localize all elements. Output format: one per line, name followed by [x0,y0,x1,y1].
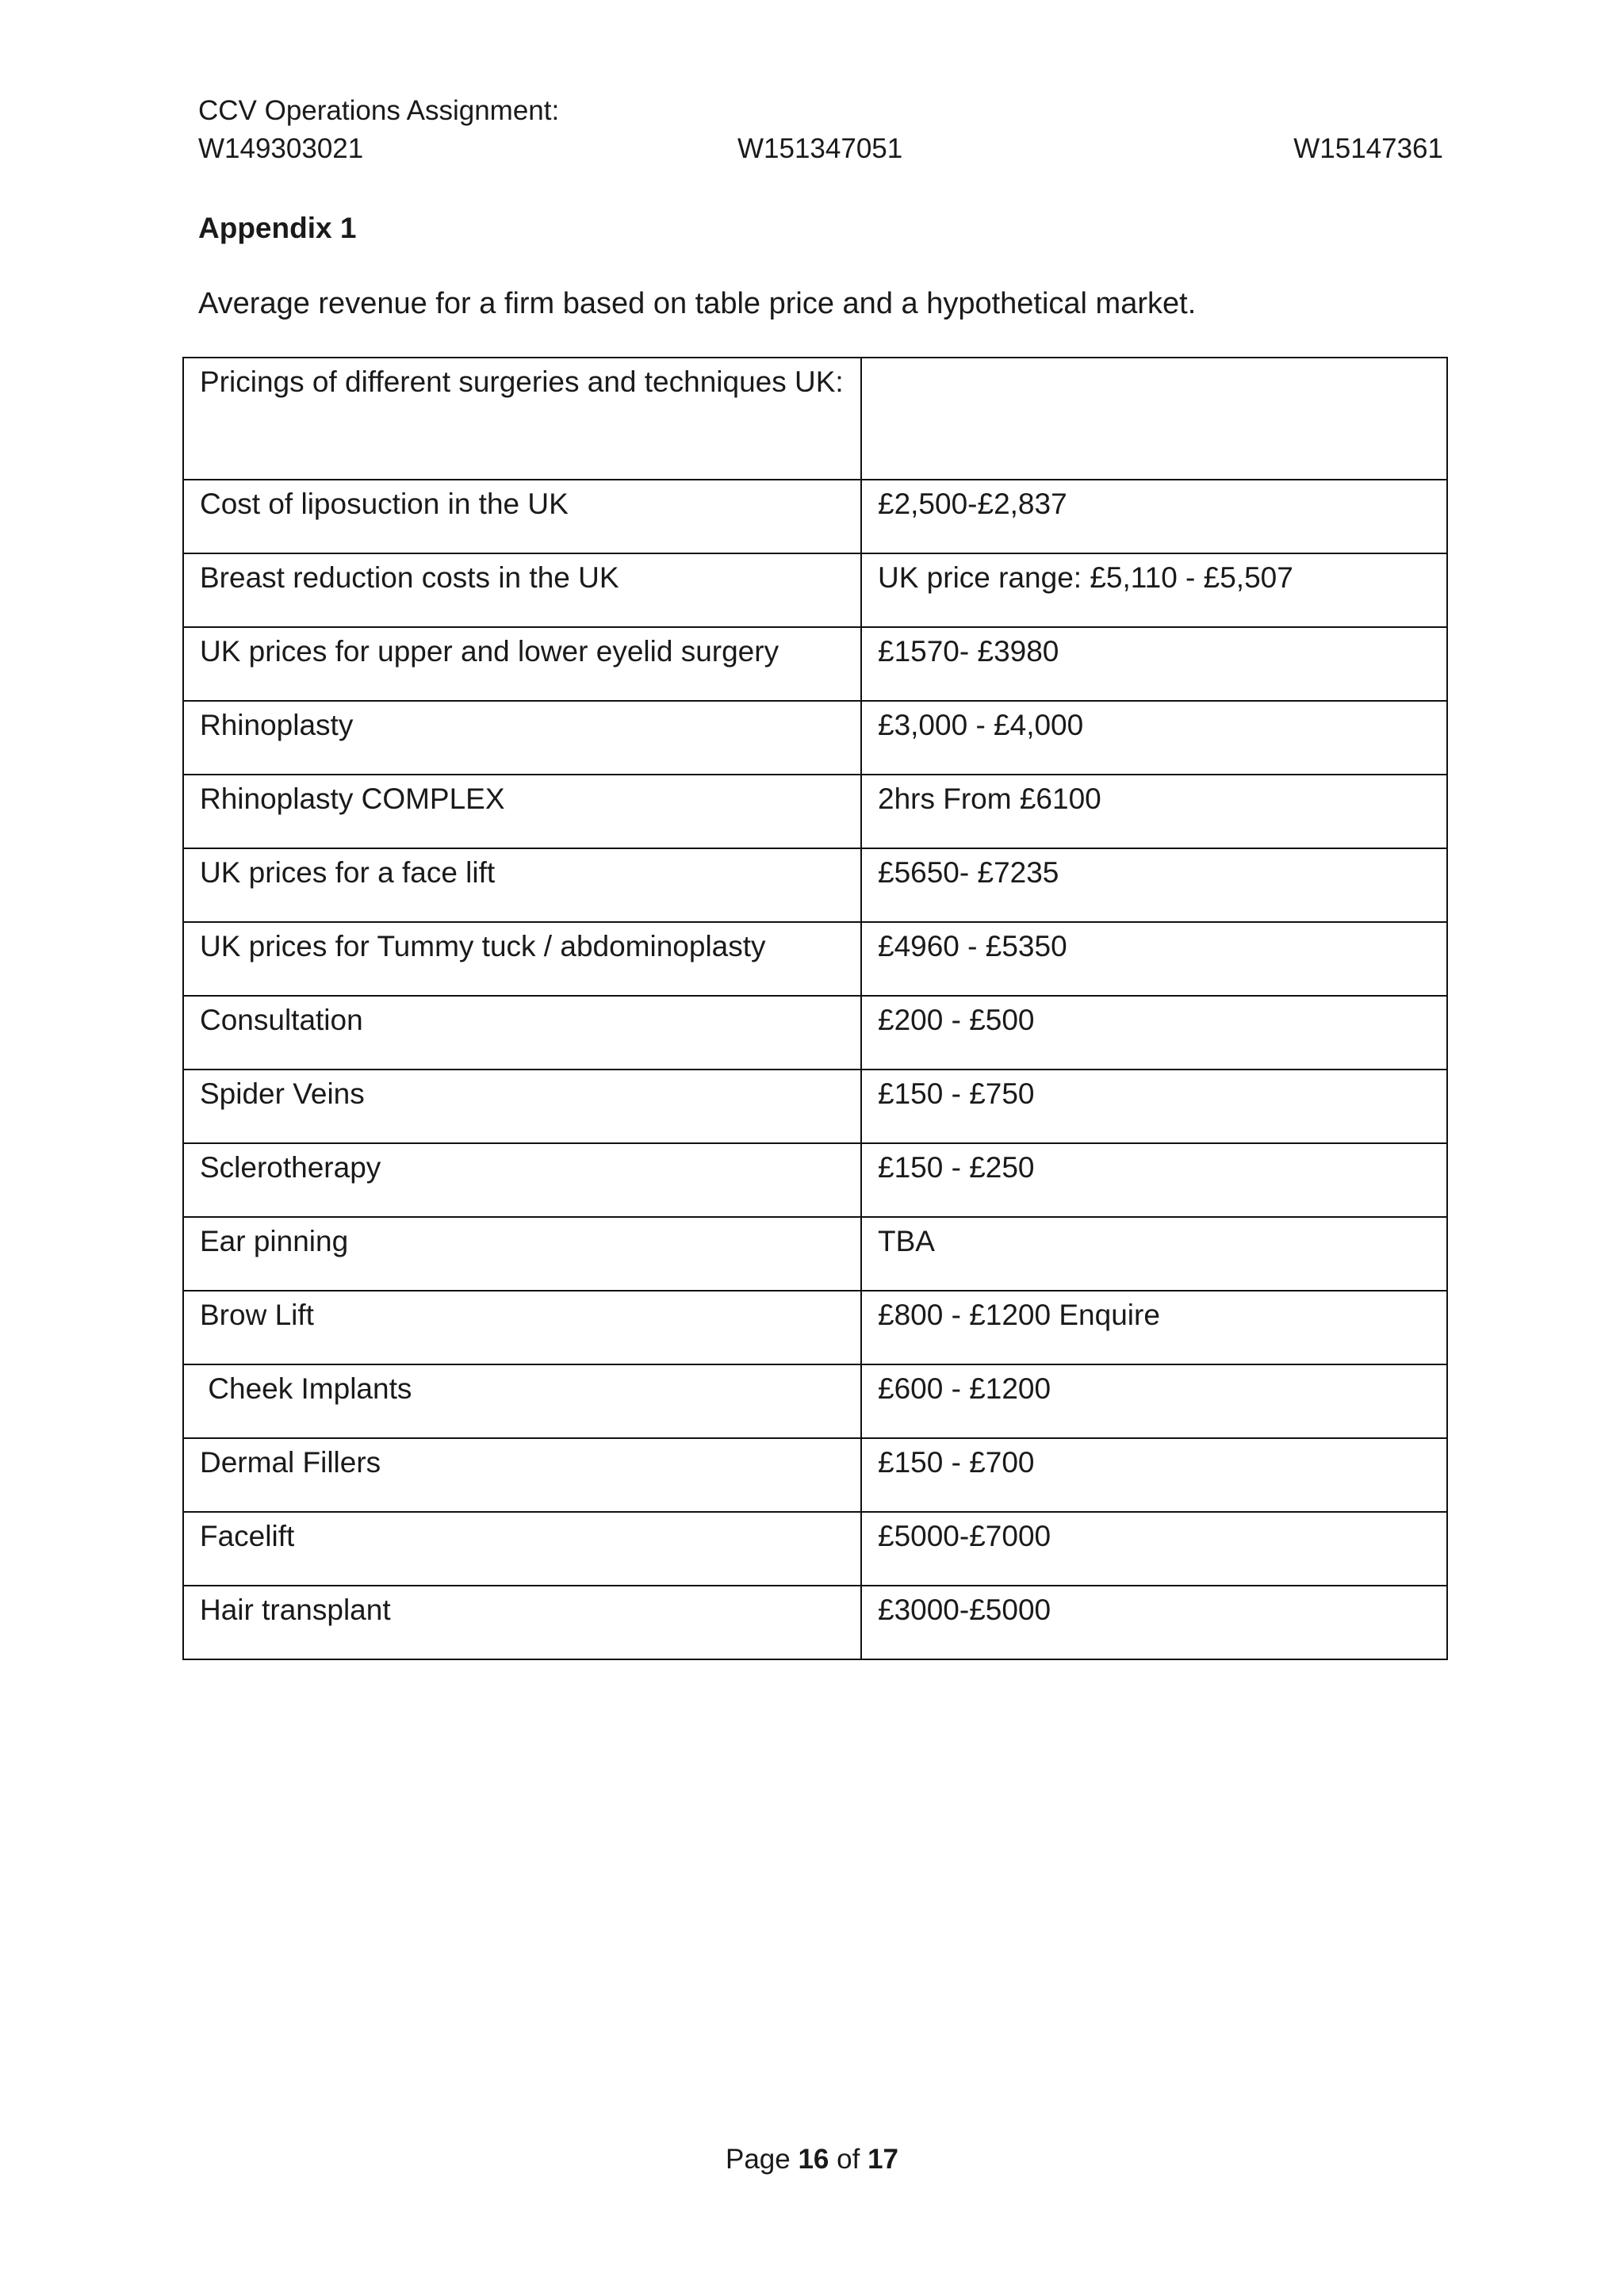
table-row [183,1364,1447,1438]
procedure-name: Rhinoplasty [183,701,861,775]
procedure-price: £2,500-£2,837 [861,480,1447,553]
procedure-price: £4960 - £5350 [861,922,1447,996]
procedure-price: £3000-£5000 [861,1586,1447,1659]
procedure-price: £5000-£7000 [861,1512,1447,1586]
appendix-heading: Appendix 1 [198,212,357,244]
table-row [183,848,1447,922]
table-row [183,627,1447,701]
table-header-value [861,358,1447,480]
procedure-name: Cost of liposuction in the UK [183,480,861,553]
procedure-name: Breast reduction costs in the UK [183,553,861,627]
procedure-name: Ear pinning [183,1217,861,1291]
procedure-name: UK prices for Tummy tuck / abdominoplasty [183,922,861,996]
table-row [183,1143,1447,1217]
student-id-row [198,132,1443,166]
procedure-price: £800 - £1200 Enquire [861,1291,1447,1364]
table-row [183,1217,1447,1291]
procedure-name: Facelift [183,1512,861,1586]
table-row [183,701,1447,775]
procedure-price: TBA [861,1217,1447,1291]
pricing-table [182,357,1448,1660]
student-id-2: W151347051 [737,133,903,164]
procedure-price: £600 - £1200 [861,1364,1447,1438]
procedure-name: Spider Veins [183,1070,861,1143]
table-caption: Average revenue for a firm based on table price and a hypothetical market. [198,287,1197,320]
procedure-price: £150 - £700 [861,1438,1447,1512]
table-row [183,922,1447,996]
table-row [183,1512,1447,1586]
procedure-name: Consultation [183,996,861,1070]
procedure-name: Brow Lift [183,1291,861,1364]
table-row [183,1291,1447,1364]
procedure-price: 2hrs From £6100 [861,775,1447,848]
procedure-price: £5650- £7235 [861,848,1447,922]
table-row [183,1438,1447,1512]
current-page-number: 16 [798,2144,829,2175]
procedure-name: Rhinoplasty COMPLEX [183,775,861,848]
of-word: of [837,2144,860,2175]
page-word: Page [725,2144,791,2175]
procedure-price: £3,000 - £4,000 [861,701,1447,775]
table-row [183,1070,1447,1143]
table-row [183,480,1447,553]
table-header-row [183,358,1447,480]
table-row [183,775,1447,848]
procedure-name: Dermal Fillers [183,1438,861,1512]
table-row [183,1586,1447,1659]
total-page-number: 17 [868,2144,899,2175]
table-row [183,553,1447,627]
procedure-price: £200 - £500 [861,996,1447,1070]
procedure-price: £150 - £250 [861,1143,1447,1217]
procedure-name: Hair transplant [183,1586,861,1659]
procedure-price: UK price range: £5,110 - £5,507 [861,553,1447,627]
procedure-price: £150 - £750 [861,1070,1447,1143]
student-id-3: W15147361 [1293,133,1443,164]
table-row [183,996,1447,1070]
document-header-title: CCV Operations Assignment: [198,95,560,126]
student-id-1: W149303021 [198,133,364,164]
table-header-label: Pricings of different surgeries and techniques UK: [183,358,861,480]
procedure-name: Sclerotherapy [183,1143,861,1217]
procedure-price: £1570- £3980 [861,627,1447,701]
page-footer [0,2142,1624,2177]
procedure-name: UK prices for a face lift [183,848,861,922]
procedure-name: UK prices for upper and lower eyelid surgery [183,627,861,701]
procedure-name: Cheek Implants [183,1364,861,1438]
